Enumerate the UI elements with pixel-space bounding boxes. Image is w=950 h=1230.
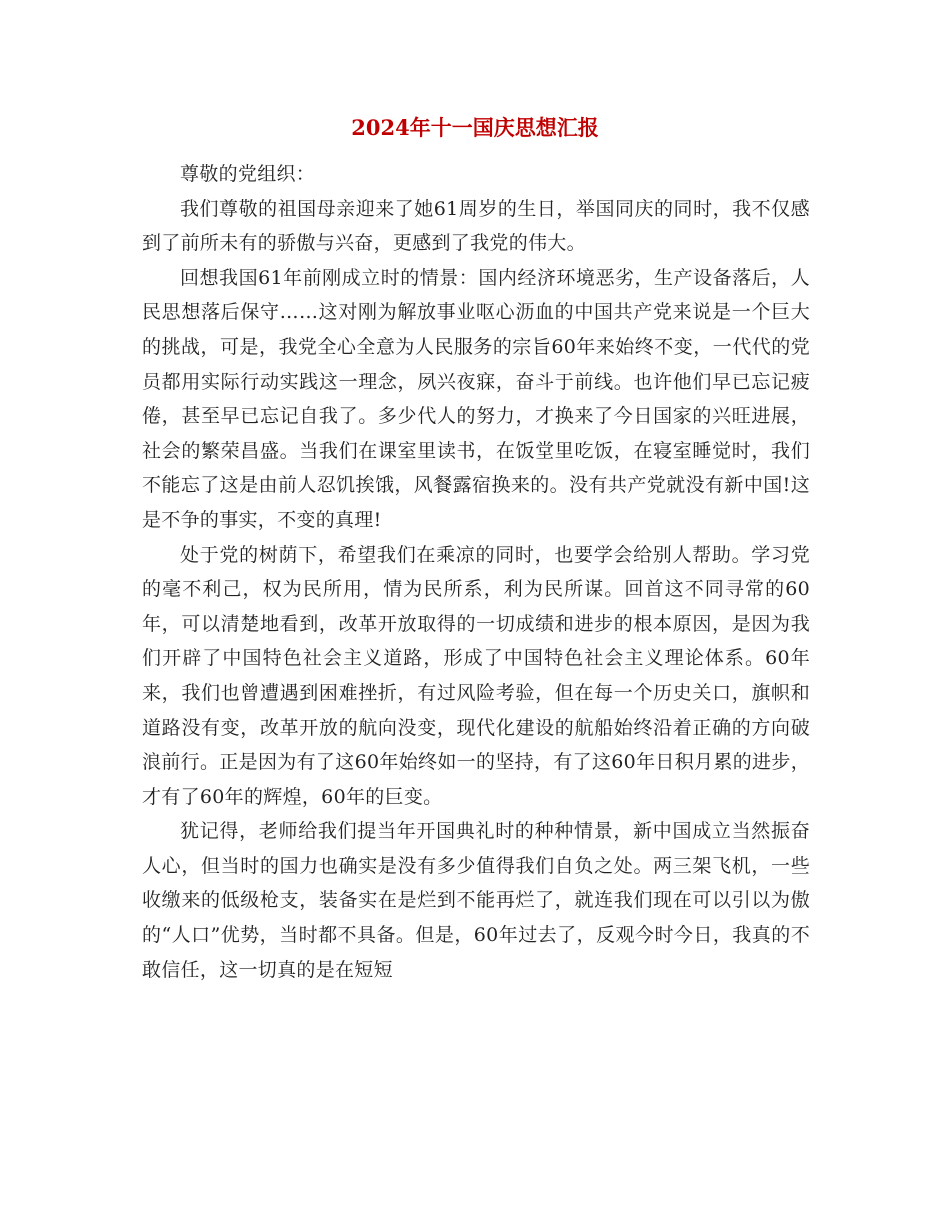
paragraph: 我们尊敬的祖国母亲迎来了她61周岁的生日，举国同庆的同时，我不仅感到了前所未有的骄傲与兴奋，更感到了我党的伟大。 [142,197,810,255]
paragraph: 犹记得，老师给我们提当年开国典礼时的种种情景，新中国成立当然振奋人心，但当时的国力也确实是没有多少值得我们自负之处。两三架飞机，一些收缴来的低级枪支，装备实在是烂到不能再烂了，就连我们现在可以引以为傲的“人口”优势，当时都不具备。但是，60年过去了，反观今时今日，我真的不敢信任，这一切真的是在短短 [142,820,810,981]
document-body [142,157,810,987]
paragraph: 回想我国61年前刚成立时的情景：国内经济环境恶劣，生产设备落后，人民思想落后保守……这对刚为解放事业呕心沥血的中国共产党来说是一个巨大的挑战，可是，我党全心全意为人民服务的宗旨60年来始终不变，一代代的党员都用实际行动实践这一理念，夙兴夜寐，奋斗于前线。也许他们早已忘记疲倦，甚至早已忘记自我了。多少代人的努力，才换来了今日国家的兴旺进展，社会的繁荣昌盛。当我们在课室里读书，在饭堂里吃饭，在寝室睡觉时，我们不能忘了这是由前人忍饥挨饿，风餐露宿换来的。没有共产党就没有新中国!这是不争的事实，不变的真理! [142,266,810,531]
salutation: 尊敬的党组织： [180,163,316,185]
document-title: 2024年十一国庆思想汇报 [351,115,599,140]
paragraph: 处于党的树荫下，希望我们在乘凉的同时，也要学会给别人帮助。学习党的毫不利己，权为民所用，情为民所系，利为民所谋。回首这不同寻常的60年，可以清楚地看到，改革开放取得的一切成绩和进步的根本原因，是因为我们开辟了中国特色社会主义道路，形成了中国特色社会主义理论体系。60年来，我们也曾遭遇到困难挫折，有过风险考验，但在每一个历史关口，旗帜和道路没有变，改革开放的航向没变，现代化建设的航船始终沿着正确的方向破浪前行。正是因为有了这60年始终如一的坚持，有了这60年日积月累的进步，才有了60年的辉煌，60年的巨变。 [142,543,810,808]
